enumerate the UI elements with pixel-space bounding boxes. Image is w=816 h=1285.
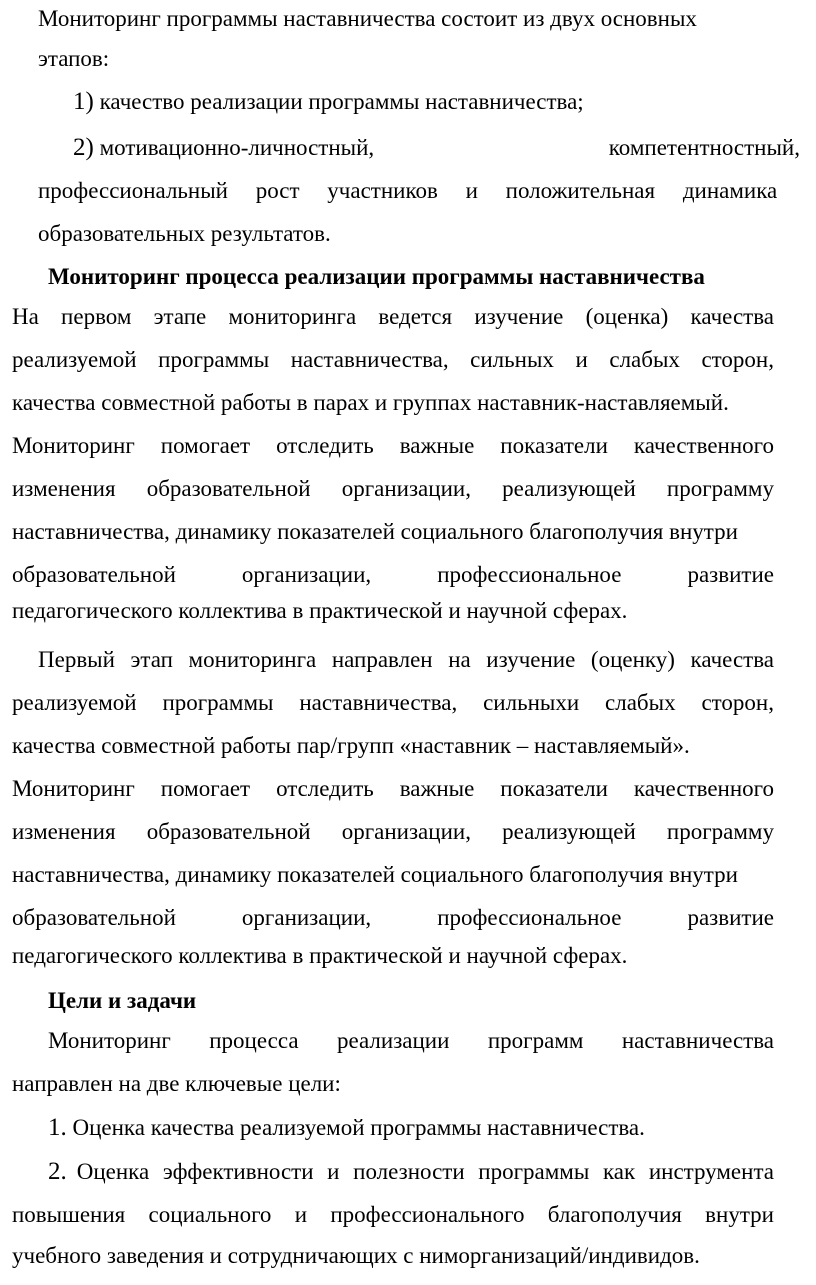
section-2-list-item-2-line-3: учебного заведения и сотрудничающих с ниморганизаций/индивидов. bbox=[12, 1243, 700, 1268]
intro-line-1 bbox=[38, 4, 800, 34]
section-1-heading: Мониторинг процесса реализации программы наставничества bbox=[48, 264, 705, 289]
section-1-p2-line-8: педагогического коллектива в практической и научной сферах. bbox=[12, 943, 628, 968]
intro-list-item-1-text: качество реализации программы наставничества; bbox=[99, 89, 584, 114]
section-1-p1-line-2: реализуемой программы наставничества, сильных и слабых сторон, bbox=[12, 347, 774, 372]
section-1-p2-line-1: Первый этап мониторинга направлен на изучение (оценку) качества bbox=[38, 647, 774, 672]
intro-line-1-text: Мониторинг программы наставничества состоит из двух основных bbox=[38, 6, 697, 31]
section-2-p1-line-2: направлен на две ключевые цели: bbox=[12, 1071, 341, 1096]
section-2-heading: Цели и задачи bbox=[48, 988, 197, 1013]
section-1-p2-line-6: наставничества, динамику показателей социального благополучия внутри bbox=[12, 862, 738, 887]
section-2-list-item-2-line-1 bbox=[48, 1157, 774, 1187]
section-2-p1-line-1: Мониторинг процесса реализации программ наставничества bbox=[48, 1028, 774, 1053]
intro-list-item-1-number: 1) bbox=[73, 88, 94, 115]
section-2-list-item-1 bbox=[48, 1113, 645, 1143]
section-1-p1-line-1: На первом этапе мониторинга ведется изучение (оценка) качества bbox=[12, 304, 774, 329]
section-2-list-item-1-number: 1. bbox=[48, 1114, 67, 1141]
section-2-list-item-2-number: 2. bbox=[48, 1158, 67, 1185]
section-1-p1-line-6: наставничества, динамику показателей социального благополучия внутри bbox=[12, 519, 738, 544]
section-2-list-item-1-text: Оценка качества реализуемой программы наставничества. bbox=[72, 1115, 645, 1140]
intro-list-item-1 bbox=[73, 87, 584, 117]
intro-list-item-2-word-2: компетентностный, bbox=[608, 135, 800, 160]
section-1-p1-line-3: качества совместной работы в парах и группах наставник-наставляемый. bbox=[12, 390, 729, 415]
section-1-p1-line-4: Мониторинг помогает отследить важные показатели качественного bbox=[12, 433, 774, 458]
intro-list-item-2-line-2-text: профессиональный рост участников и положительная динамика bbox=[38, 178, 778, 203]
section-1-p2-line-7: образовательной организации, профессиональное развитие bbox=[12, 905, 774, 930]
section-2-list-item-2-line-1-text: Оценка эффективности и полезности программы как инструмента bbox=[76, 1159, 774, 1184]
section-1-p2-line-3: качества совместной работы пар/групп «наставник – наставляемый». bbox=[12, 733, 690, 758]
intro-list-item-2-line-3: образовательных результатов. bbox=[38, 221, 331, 246]
section-1-p2-line-2: реализуемой программы наставничества, сильныхи слабых сторон, bbox=[12, 690, 774, 715]
intro-list-item-2-number: 2) bbox=[73, 134, 94, 161]
intro-list-item-2-word-1: мотивационно-личностный, bbox=[99, 135, 375, 160]
intro-line-2: этапов: bbox=[38, 46, 110, 71]
section-1-p1-line-5: изменения образовательной организации, реализующей программу bbox=[12, 476, 774, 501]
section-2-list-item-2-line-2: повышения социального и профессионального благополучия внутри bbox=[12, 1202, 774, 1227]
intro-list-item-2-line-1 bbox=[73, 133, 800, 163]
section-1-p1-line-8: педагогического коллектива в практической и научной сферах. bbox=[12, 598, 628, 623]
section-1-p2-line-4: Мониторинг помогает отследить важные показатели качественного bbox=[12, 776, 774, 801]
intro-list-item-2-line-2 bbox=[38, 176, 800, 206]
section-1-p2-line-5: изменения образовательной организации, реализующей программу bbox=[12, 819, 774, 844]
section-1-p1-line-7: образовательной организации, профессиональное развитие bbox=[12, 562, 774, 587]
